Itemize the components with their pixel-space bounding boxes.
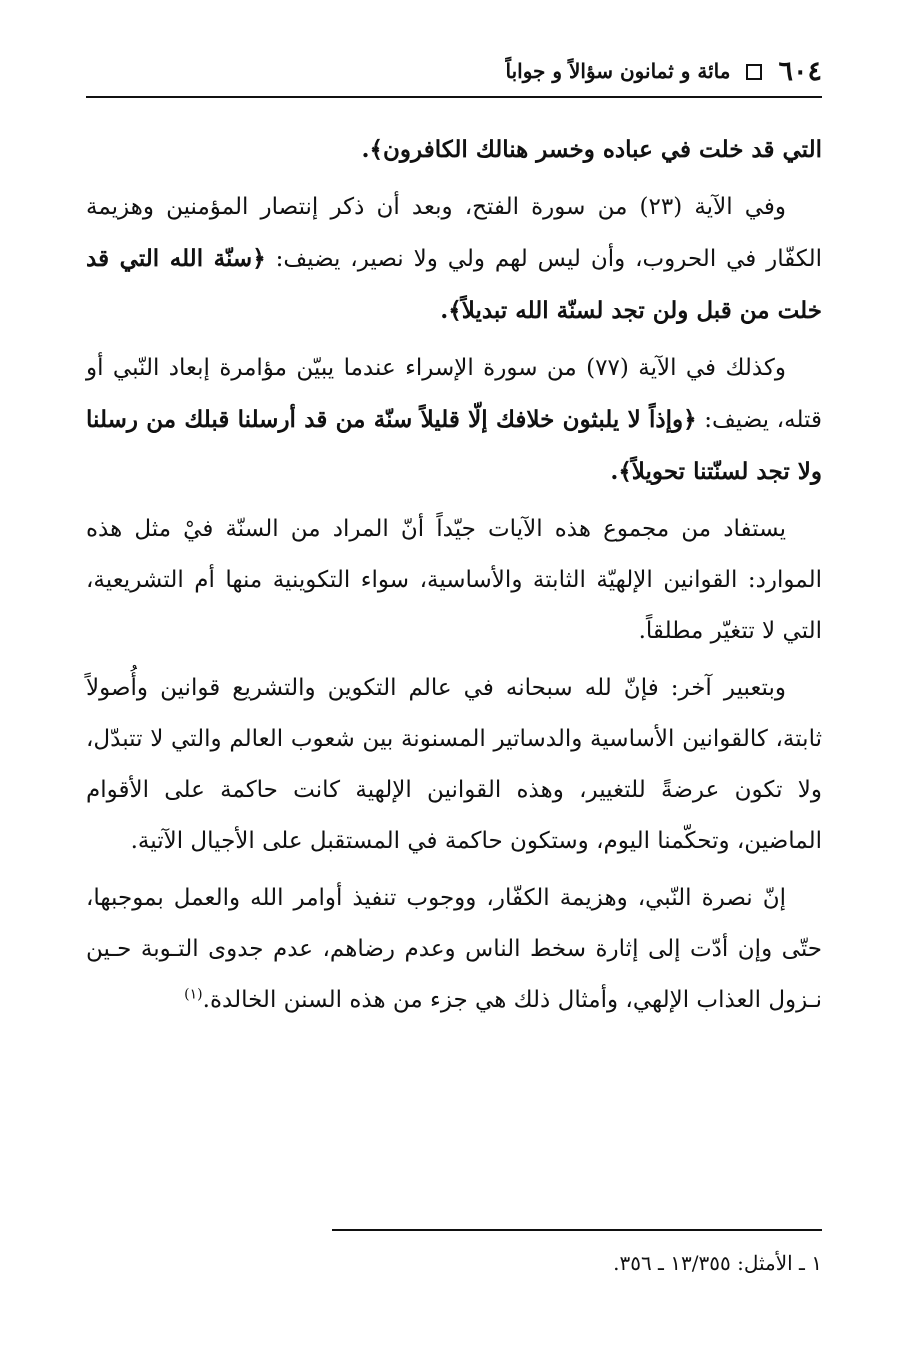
paragraph-6 xyxy=(86,873,822,1026)
paragraph-text: وكذلك في الآية (٧٧) من سورة الإسراء عندما يبيّن مؤامرة إبعاد النّبي أو قتله، يضيف: xyxy=(86,355,822,433)
quran-quote: ﴿وإذاً لا يلبثون خلافك إلّا قليلاً سنّة من قد أرسلنا قبلك من رسلنا ولا تجد لسنّتنا تحويلاً﴾. xyxy=(86,406,822,485)
paragraph-3 xyxy=(86,343,822,498)
footnote-divider xyxy=(332,1229,822,1231)
paragraph-text: وفي الآية (٢٣) من سورة الفتح، وبعد أن ذكر إنتصار المؤمنين وهزيمة الكفّار في الحروب، وأن ليس لهم ولي ولا نصير، يضيف: xyxy=(86,194,822,272)
footnote: ١ ـ الأمثل: ١٣/٣٥٥ ـ ٣٥٦. xyxy=(613,1251,822,1275)
footnote-marker: (١) xyxy=(184,986,203,1003)
page-body xyxy=(86,124,822,1032)
quran-quote: ﴿سنّة الله التي قد خلت من قبل ولن تجد لسنّة الله تبديلاً﴾. xyxy=(86,245,822,324)
page-header xyxy=(86,46,822,96)
paragraph-text: إنّ نصرة النّبي، وهزيمة الكفّار، ووجوب تنفيذ أوامر الله والعمل بموجبها، حتّى وإن أدّت إلى إثارة سخط الناس وعدم رضاهم، عدم جدوى التـوبة حـين نـزول العذاب الإلهي، وأمثال ذلك هي جزء من هذه السنن الخالدة. xyxy=(86,885,822,1013)
paragraph-4: يستفاد من مجموع هذه الآيات جيّداً أنّ المراد من السنّة فيْ مثل هذه الموارد: القوانين الإلهيّة الثابتة والأساسية، سواء التكوينية منها أم التشريعية، التي لا تتغيّر مطلقاً. xyxy=(86,516,822,644)
quran-quote: التي قد خلت في عباده وخسر هنالك الكافرون﴾. xyxy=(361,136,822,163)
running-title: مائة و ثمانون سؤالاً و جواباً xyxy=(505,59,731,83)
header-divider xyxy=(86,96,822,98)
paragraph-5: وبتعبير آخر: فإنّ لله سبحانه في عالم التكوين والتشريع قوانين وأُصولاً ثابتة، كالقوانين الأساسية والدساتير المسنونة بين شعوب العالم والتي لا تتبدّل، ولا تكون عرضةً للتغيير، وهذه القوانين الإلهية كانت حاكمة على الأقوام الماضين، وتحكّمنا اليوم، وستكون حاكمة في المستقبل على الأجيال الآتية. xyxy=(86,675,822,854)
page-number: ٦٠٤ xyxy=(778,55,822,87)
square-ornament-icon xyxy=(746,64,762,80)
paragraph-2 xyxy=(86,182,822,337)
paragraph-1 xyxy=(86,124,822,176)
